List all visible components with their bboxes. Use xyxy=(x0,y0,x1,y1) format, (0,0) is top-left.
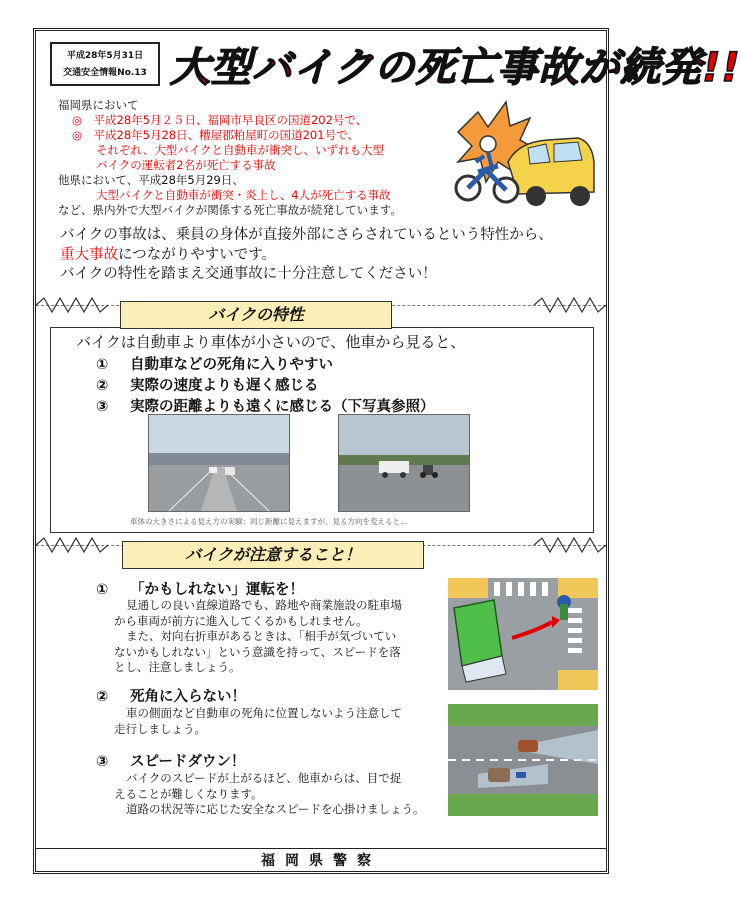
feature-text: 自動車などの死角に入りやすい xyxy=(130,357,333,373)
intro-line: 他県において、平成28年5月29日、 xyxy=(58,173,244,187)
lead-line: バイクの事故は、乗員の身体が直接外部にさらされているという特性から、 xyxy=(60,227,553,243)
caution-line: 走行しましょう。 xyxy=(114,721,206,736)
intro-line: バイクの運転者2名が死亡する事故 xyxy=(96,158,276,172)
caution-line: えることが難しくなります。 xyxy=(114,786,263,801)
caution-number: ① xyxy=(96,582,109,598)
caution-line: 車の側面など自動車の死角に位置しないよう注意して xyxy=(126,706,402,720)
caution-line: バイクのスピードが上がるほど、他車からは、目で捉 xyxy=(126,771,402,785)
feature-text: 実際の距離よりも遠くに感じる（下写真参照） xyxy=(130,399,435,415)
blind-spot-illustration xyxy=(448,704,598,816)
lead-line-rest: につながりやすいです。 xyxy=(118,246,277,263)
issue-info-box xyxy=(50,42,160,86)
page-title: 大型バイクの死亡事故が続発!! xyxy=(170,45,741,91)
intro-line: 大型バイクと自動車が衝突・炎上し、4人が死亡する事故 xyxy=(96,188,391,202)
caution-title-text: スピードダウン！ xyxy=(130,754,246,770)
intro-text xyxy=(58,98,458,218)
photo-caption: 車体の大きさによる見え方の実験：同じ距離に見えますが、見る方向を変えると… xyxy=(130,517,408,526)
cautions-heading: バイクが注意すること！ xyxy=(122,541,424,569)
intro-line: ◎ 平成28年5月28日、糟屋郡粕屋町の国道201号で、 xyxy=(72,128,359,142)
caution-line: 見通しの良い直線道路でも、路地や商業施設の駐車場 xyxy=(126,598,402,612)
caution-title-text: 死角に入らない！ xyxy=(130,689,246,705)
feature-number: ③ xyxy=(96,399,109,415)
caution-body xyxy=(114,598,444,676)
experiment-photo-side xyxy=(338,414,470,512)
feature-item xyxy=(96,353,333,374)
intro-line: それぞれ、大型バイクと自動車が衝突し、いずれも大型 xyxy=(96,143,384,157)
intro-line: など、県内外で大型バイクが関係する死亡事故が続発しています。 xyxy=(58,203,402,217)
caution-line: 道路の状況等に応じた安全なスピードを心掛けましょう。 xyxy=(126,802,425,816)
caution-number: ③ xyxy=(96,754,109,770)
feature-item xyxy=(96,374,319,395)
lead-emphasis: 重大事故 xyxy=(60,246,118,263)
lead-line xyxy=(60,246,600,266)
feature-item xyxy=(96,395,435,416)
crash-illustration xyxy=(448,92,596,214)
intro-line: ◎ 平成28年5月２５日、福岡市早良区の国道202号で、 xyxy=(72,113,368,127)
footer-issuer: 福岡県警察 xyxy=(36,848,606,873)
caution-line: ないかもしれない」という意識を持って、スピードを落 xyxy=(114,644,401,659)
features-intro: バイクは自動車より車体が小さいので、他車から見ると、 xyxy=(76,333,466,351)
feature-number: ② xyxy=(96,378,109,394)
feature-text: 実際の速度よりも遅く感じる xyxy=(130,378,319,394)
lead-text xyxy=(60,226,600,285)
caution-title xyxy=(96,685,246,706)
feature-number: ① xyxy=(96,357,109,373)
caution-title xyxy=(96,750,245,771)
caution-line: から車両が前方に進入してくるかもしれません。 xyxy=(114,613,368,628)
caution-number: ② xyxy=(96,689,109,705)
caution-line: とし、注意しましょう。 xyxy=(114,660,241,674)
caution-title-text: 「かもしれない」運転を！ xyxy=(130,582,304,598)
caution-body xyxy=(114,771,444,818)
issue-date: 平成28年5月31日 xyxy=(66,51,144,61)
caution-body xyxy=(114,706,444,737)
lead-line: バイクの特性を踏まえ交通事故に十分注意してください！ xyxy=(60,266,437,282)
issue-number: 交通安全情報No.13 xyxy=(63,68,147,78)
caution-title xyxy=(96,578,304,599)
intro-line: 福岡県において xyxy=(58,98,139,112)
right-turn-illustration xyxy=(448,578,598,690)
features-heading: バイクの特性 xyxy=(120,301,392,329)
caution-line: また、対向右折車があるときは、「相手が気づいてい xyxy=(126,629,397,643)
experiment-photo-front xyxy=(148,414,290,512)
